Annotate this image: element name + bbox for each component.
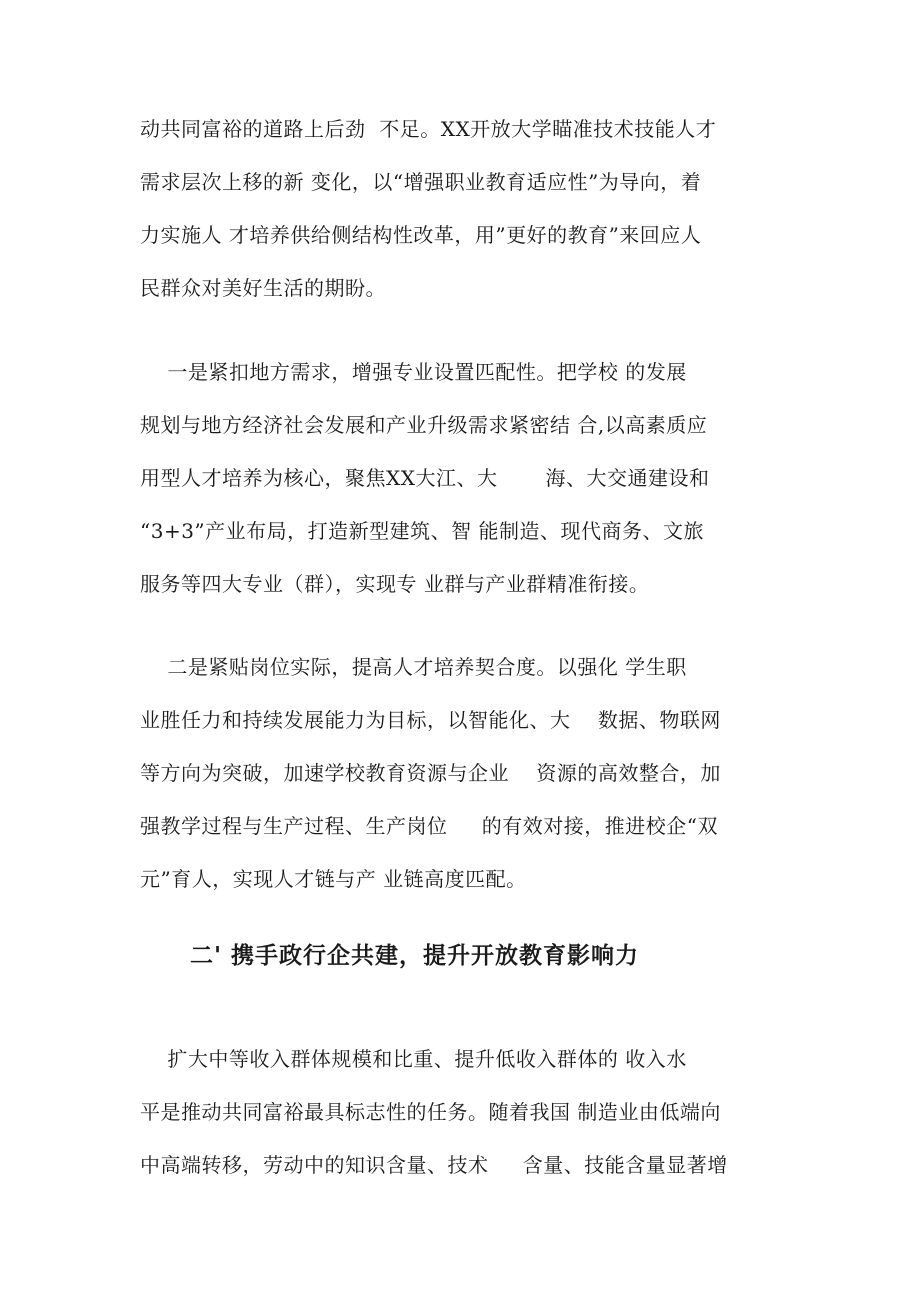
- text-line: 平是推动共同富裕最具标志性的任务。随着我国 制造业由低端向: [140, 1100, 721, 1124]
- text-line: 元”育人，实现人才链与产 业链高度匹配。: [140, 867, 527, 891]
- text-line: 服务等四大专业（群），实现专 业群与产业群精准衔接。: [140, 572, 650, 596]
- text-line: 一是紧扣地方需求，增强专业设置匹配性。把学校 的发展: [140, 360, 687, 384]
- text-line: 需求层次上移的新 变化，以“增强职业教育适应性”为导向，着: [140, 170, 702, 194]
- section-heading: 二' 携手政行企共建，提升开放教育影响力: [190, 943, 640, 969]
- text-line: 民群众对美好生活的期盼。: [140, 276, 386, 300]
- text-line: 扩大中等收入群体规模和比重、提升低收入群体的 收入水: [140, 1047, 687, 1071]
- text-line: 规划与地方经济社会发展和产业升级需求紧密结 合,以高素质应: [140, 413, 708, 437]
- text-line: 动共同富裕的道路上后劲 不足。XX开放大学瞄准技术技能人才: [140, 117, 717, 141]
- text-line: 二是紧贴岗位实际，提高人才培养契合度。以强化 学生职: [140, 655, 687, 679]
- text-line: 中高端转移，劳动中的知识含量、技术 含量、技能含量显著增: [140, 1153, 728, 1177]
- text-line: 力实施人 才培养供给侧结构性改革，用”更好的教育”来回应人: [140, 223, 702, 247]
- text-line: 强教学过程与生产过程、生产岗位 的有效对接，推进校企“双: [140, 814, 719, 838]
- text-line: 用型人才培养为核心，聚焦XX大江、大 海、大交通建设和: [140, 466, 710, 490]
- text-line: 业胜任力和持续发展能力为目标，以智能化、大 数据、物联网: [140, 708, 721, 732]
- text-line: 等方向为突破，加速学校教育资源与企业 资源的高效整合，加: [140, 761, 721, 785]
- text-line: “3+3”产业布局，打造新型建筑、智 能制造、现代商务、文旅: [140, 519, 705, 543]
